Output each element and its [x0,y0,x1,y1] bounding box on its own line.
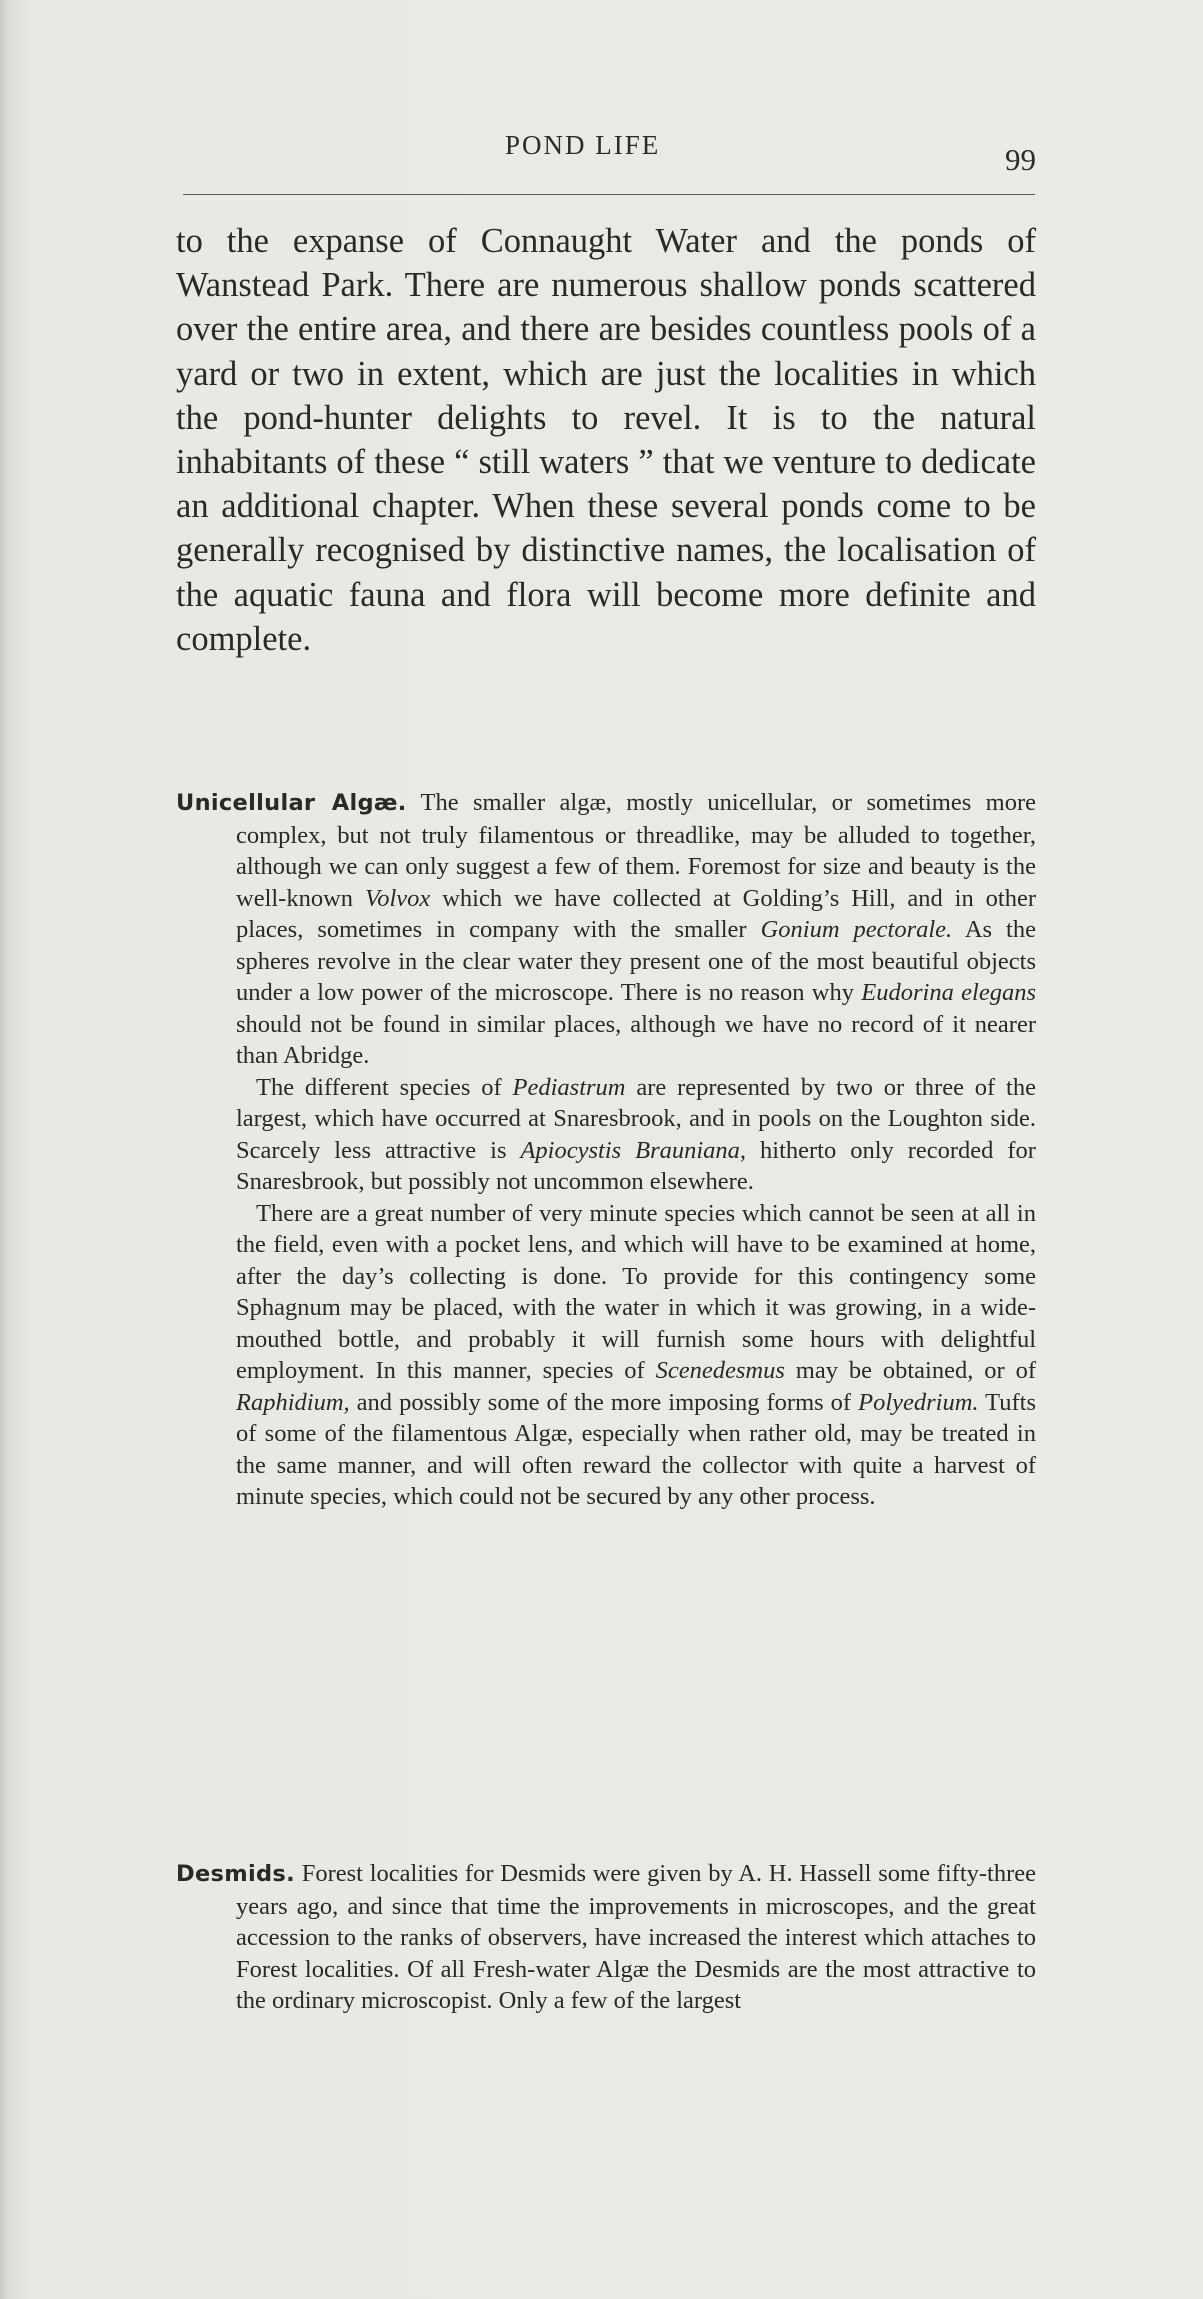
algae-paragraph-1 [176,787,1036,1072]
species-name-gonium: Gonium pectorale. [760,916,953,943]
species-name-volvox: Volvox [364,884,431,912]
text-run: The different species of [256,1073,513,1101]
desmids-paragraph-1 [176,1858,1036,2017]
section-desmids [176,1858,1036,2017]
species-name-scenedesmus: Scenedesmus [655,1357,785,1384]
algae-paragraph-3 [176,1198,1036,1513]
species-name-apiocystis: Apiocystis Brauniana, [520,1136,747,1164]
page-number: 99 [1005,142,1036,177]
text-run: Tufts of some of the filamentous Algæ, especially when rather old, may be treated in the same manner, and will often reward the collector with quite a harvest of minute species, which could not be secured by any other process. [236,1388,1036,1510]
text-run: There are a great number of very minute species which cannot be seen at all in the field, even with a pocket lens, and which will have to be examined at home, after the day’s collecting is done. To provide for this contingency some Sphagnum may be placed, with the water in which it was growing, in a wide-mouthed bottle, and probably it will furnish some hours with delightful employment. In this manner, species of [236,1199,1036,1384]
text-run: which we have collected at Golding’s Hill, and in other places, sometimes in company with the smaller [236,884,1036,943]
header-rule [183,194,1035,195]
section-unicellular-algae [176,787,1036,1513]
text-run: Forest localities for Desmids were given by A. H. Hassell some fifty-three years ago, and since that time the improvements in microscopes, and the great accession to the ranks of observers, have increased the interest which attaches to Forest localities. Of all Fresh-water Algæ the Desmids are the most attractive to the ordinary microscopist. Only a few of the largest [236,1860,1037,2014]
algae-paragraph-2 [176,1072,1036,1198]
text-run: As the spheres revolve in the clear water they present one of the most beautiful objects under a low power of the microscope. There is no reason why [236,916,1036,1006]
species-name-raphidium: Raphidium, [236,1388,350,1416]
running-title: POND LIFE [505,130,661,160]
intro-paragraph: to the expanse of Connaught Water and the ponds of Wanstead Park. There are numerous shallow ponds scattered over the entire area, and there are besides countless pools of a yard or two in extent, which are just the localities in which the pond-hunter delights to revel. It is to the natural inhabitants of these “ still waters ” that we venture to dedicate an additional chapter. When these several ponds come to be generally recognised by distinctive names, the localisation of the aquatic fauna and flora will become more definite and complete. [176,222,1036,658]
text-run: and possibly some of the more imposing forms of [349,1388,859,1416]
species-name-polyedrium: Polyedrium. [858,1388,979,1416]
species-name-eudorina: Eudorina elegans [861,979,1036,1006]
text-run: should not be found in similar places, although we have no record of it nearer than Abridge. [236,1010,1036,1069]
section-heading-desmids: Desmids. [176,1861,295,1887]
text-run: are represented by two or three of the largest, which have occurred at Snaresbrook, and in pools on the Loughton side. Scarcely less attractive is [236,1073,1036,1164]
text-run: The smaller algæ, mostly unicellular, or sometimes more complex, but not truly filamentous or threadlike, may be alluded to together, although we can only suggest a few of them. Foremost for size and beauty is the well-known [236,789,1036,912]
text-run: hitherto only recorded for Snaresbrook, but possibly not uncommon elsewhere. [236,1136,1036,1195]
species-name-pediastrum: Pediastrum [512,1073,626,1101]
text-run: may be obtained, or of [784,1357,1036,1384]
section-heading-unicellular-algae: Unicellular Algæ. [176,790,407,816]
